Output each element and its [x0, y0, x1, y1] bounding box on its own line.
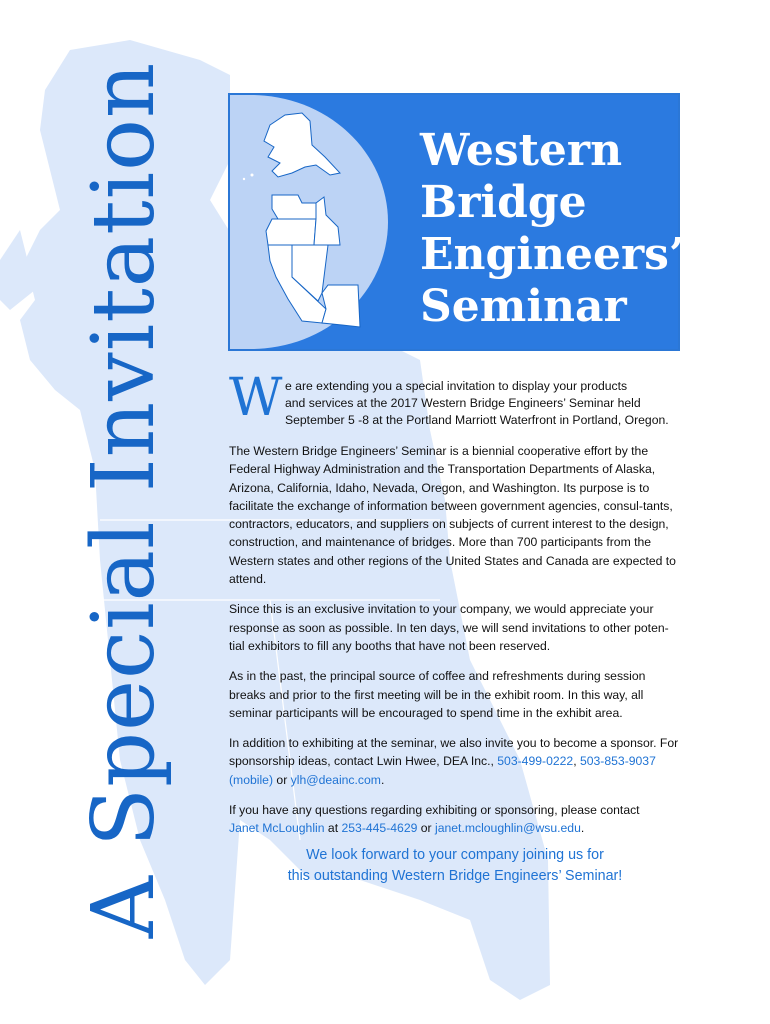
- closing-line: this outstanding Western Bridge Engineers’ Seminar!: [287, 868, 623, 884]
- closing-line: We look forward to your company joining us for: [306, 847, 604, 863]
- email-link-janet[interactable]: janet.mcloughlin@wsu.edu: [435, 821, 581, 836]
- mobile-phone-link-lwin[interactable]: 503-853-9037 (mobile): [229, 754, 656, 787]
- lead-paragraph: [229, 368, 681, 432]
- header-banner: [228, 93, 685, 351]
- lead-line: and services at the 2017 Western Bridge Engineers’ Seminar held: [285, 396, 641, 410]
- at-text: at: [327, 821, 339, 836]
- lead-text: [285, 372, 681, 429]
- closing-statement: [229, 845, 681, 887]
- header-title-line: Seminar: [420, 281, 627, 332]
- paragraph-response: Since this is an exclusive invitation to your company, we would appreciate your response as soon as possible. In ten days, we will send invitations to other poten-tial exhibitors to fill any booths that have not been reserved.: [229, 602, 669, 653]
- period: .: [580, 821, 585, 836]
- drop-cap: W: [229, 368, 283, 428]
- header-title: [420, 125, 684, 333]
- contact-name-janet[interactable]: Janet McLoughlin: [229, 821, 325, 836]
- header-title-line: Engineers’: [420, 229, 685, 280]
- paragraph-questions: [229, 801, 681, 838]
- questions-text: If you have any questions regarding exhibiting or sponsoring, please contact: [229, 803, 640, 818]
- separator: ,: [573, 754, 577, 769]
- or-text: or: [420, 821, 432, 836]
- period: .: [380, 772, 385, 787]
- paragraph-purpose: The Western Bridge Engineers’ Seminar is a biennial cooperative effort by the Federal Highway Administration and the Transportation Departments of Alaska, Arizona, California, Idaho, Nevada, Oregon, and Washington. Its purpose is to facilitate the exchange of information between government agencies, consul-tants, contractors, educators, and suppliers on subjects of current interest to the design, construction, and maintenance of bridges. More than 700 participants from the Western states and other regions of the United States and Canada are expected to attend.: [229, 444, 676, 587]
- lead-line: September 5 -8 at the Portland Marriott Waterfront in Portland, Oregon.: [285, 413, 669, 427]
- email-link-lwin[interactable]: ylh@deainc.com: [290, 772, 381, 787]
- or-text: or: [276, 772, 288, 787]
- vertical-title: A Special Invitation: [74, 61, 174, 939]
- phone-link-janet[interactable]: 253-445-4629: [341, 821, 418, 836]
- lead-line: e are extending you a special invitation to display your products: [285, 379, 628, 393]
- phone-link-lwin[interactable]: 503-499-0222: [497, 754, 574, 769]
- header-title-line: Western: [420, 125, 623, 176]
- western-states-map-icon: [230, 95, 388, 349]
- header-title-line: Bridge: [420, 177, 587, 228]
- letter-body: [229, 368, 681, 850]
- paragraph-sponsorship: [229, 734, 681, 789]
- sponsorship-text: In addition to exhibiting at the seminar, we also invite you to become a sponsor. For sponsorship ideas, contact Lwin Hwee, DEA Inc.,: [229, 736, 679, 769]
- paragraph-refreshments: As in the past, the principal source of coffee and refreshments during session breaks and prior to the first meeting will be in the exhibit room. In this way, all seminar participants will be encouraged to spend time in the exhibit area.: [229, 669, 646, 720]
